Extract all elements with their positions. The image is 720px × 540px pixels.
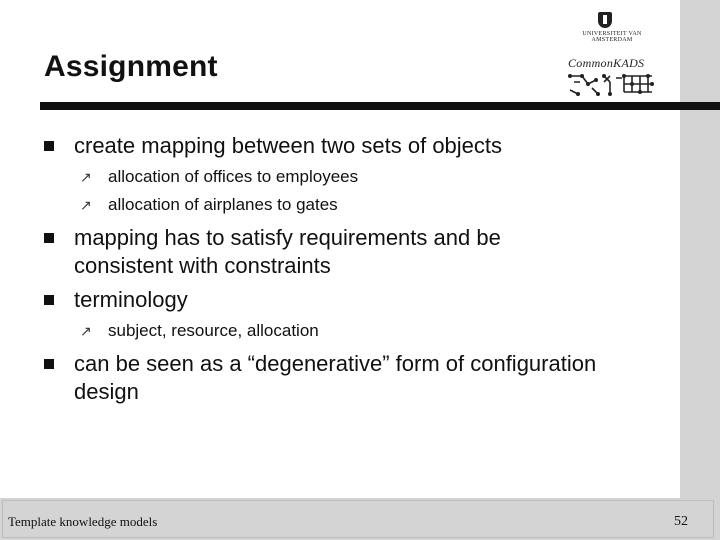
sub-bullet-text: allocation of airplanes to gates: [108, 195, 338, 214]
arrow-ne-icon: ↗: [80, 169, 92, 185]
page-number: 52: [674, 514, 688, 529]
square-bullet-icon: [44, 295, 54, 305]
sub-bullet-text: subject, resource, allocation: [108, 321, 319, 340]
square-bullet-icon: [44, 359, 54, 369]
arrow-ne-icon: ↗: [80, 323, 92, 339]
bullet-text: consistent with constraints: [74, 253, 331, 278]
arrow-ne-icon: ↗: [80, 197, 92, 213]
bullet-text: terminology: [74, 287, 188, 312]
slide-title: Assignment: [44, 50, 218, 83]
bullet-text: mapping has to satisfy requirements and be: [74, 225, 501, 250]
bullet-text: create mapping between two sets of objects: [74, 133, 503, 158]
university-logo-text: UNIVERSITEIT VAN AMSTERDAM: [582, 31, 642, 43]
square-bullet-icon: [44, 141, 54, 151]
square-bullet-icon: [44, 233, 54, 243]
sub-bullet-text: allocation of offices to employees: [108, 167, 359, 186]
footer-title: Template knowledge models: [8, 514, 158, 529]
bullet-text: can be seen as a “degenerative” form of configuration: [74, 351, 597, 376]
commonkads-logo-text: CommonKADS: [568, 56, 645, 70]
bullet-text: design: [74, 379, 139, 404]
